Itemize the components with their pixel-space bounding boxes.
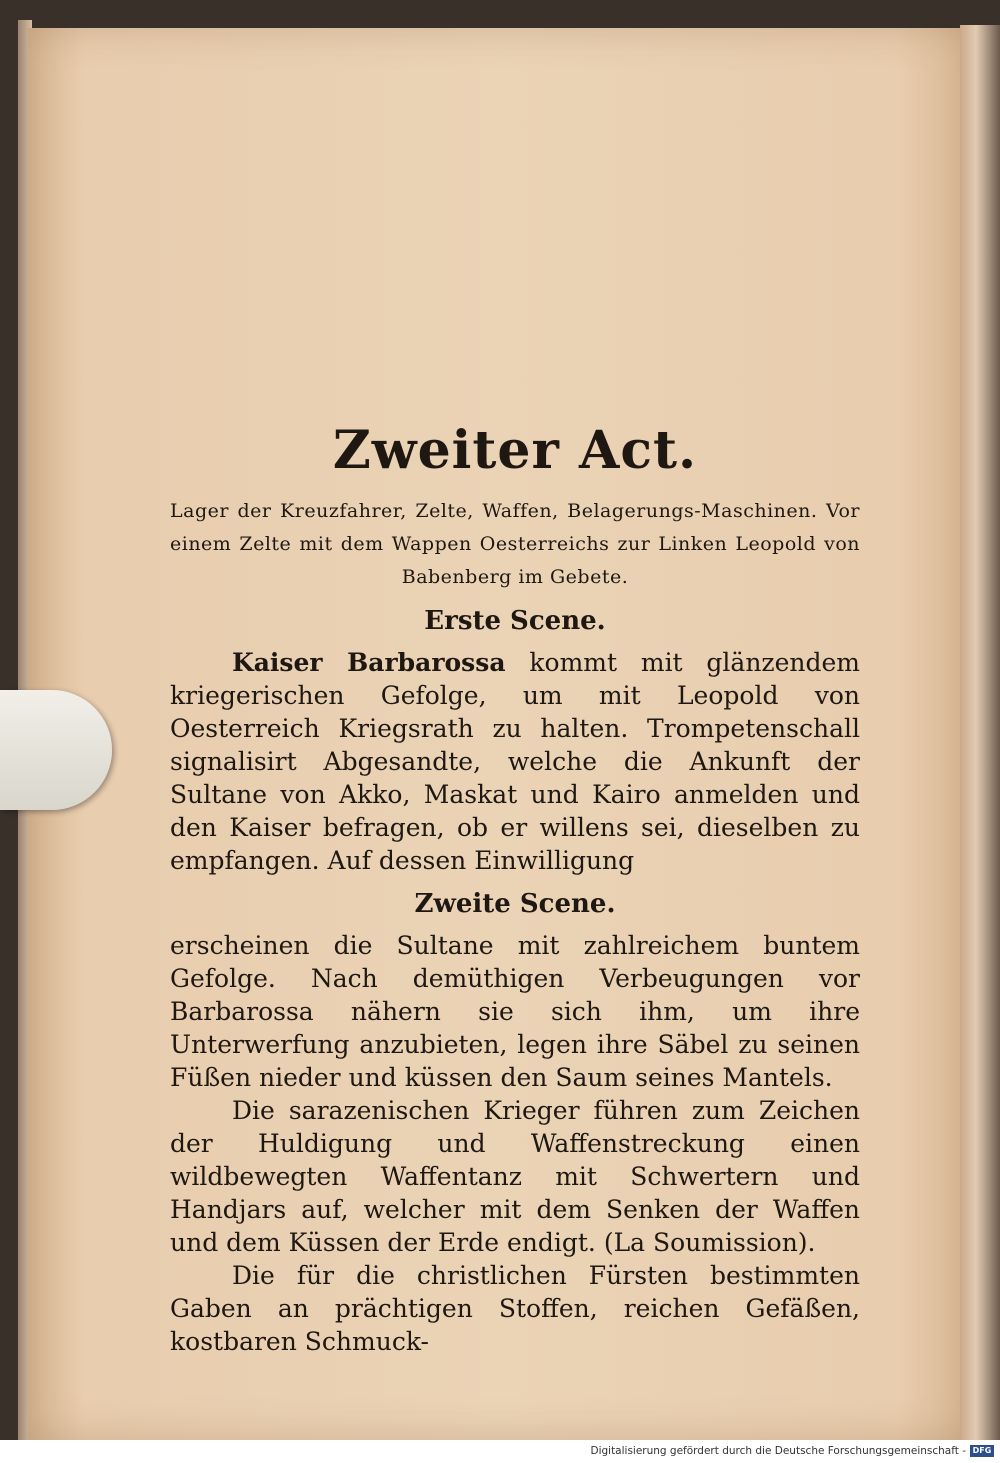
scene1-text: kommt mit glänzendem kriegerischen Gefolge, um mit Leopold von Oesterreich Kriegsrath zu halten. Trompetenschall signalisirt Abgesandte, welche die Ankunft der Sultane von Akko, Maskat und Kairo anmelden und den Kaiser befragen, ob er willens sei, dieselben zu empfangen. Auf dessen Einwilligung	[170, 648, 861, 875]
digitization-footer	[0, 1440, 1000, 1463]
scene1-paragraph	[170, 646, 860, 877]
page-right-edge	[960, 25, 1000, 1440]
stage-direction: Lager der Kreuzfahrer, Zelte, Waffen, Belagerungs-Maschinen. Vor einem Zelte mit dem Wappen Oesterreichs zur Linken Leopold von Babenberg im Gebete.	[170, 500, 860, 588]
scene2-paragraph-2: Die sarazenischen Krieger führen zum Zeichen der Huldigung und Waffenstreckung einen wildbewegten Waffentanz mit Schwertern und Handjars auf, welcher mit dem Senken der Waffen und dem Küssen der Erde endigt. (La Soumission).	[170, 1096, 860, 1257]
scene1-heading: Erste Scene.	[424, 606, 606, 636]
page-content	[170, 420, 860, 1358]
scene1-lead-name: Kaiser Barbarossa	[232, 648, 506, 677]
scene2-heading: Zweite Scene.	[414, 889, 616, 919]
scene2-paragraph-1: erscheinen die Sultane mit zahlreichem buntem Gefolge. Nach demüthigen Verbeugungen vor Barbarossa nähern sie sich ihm, um ihre Unterwerfung anzubieten, legen ihre Säbel zu seinen Füßen nieder und küssen den Saum seines Mantels.	[170, 931, 860, 1092]
footer-credit: Digitalisierung gefördert durch die Deutsche Forschungsgemeinschaft -	[590, 1445, 966, 1457]
act-title: Zweiter Act.	[332, 420, 698, 481]
scene2-paragraph-3: Die für die christlichen Fürsten bestimmten Gaben an prächtigen Stoffen, reichen Gefäßen, kostbaren Schmuck-	[170, 1261, 860, 1356]
dfg-logo-icon: DFG	[970, 1445, 994, 1457]
